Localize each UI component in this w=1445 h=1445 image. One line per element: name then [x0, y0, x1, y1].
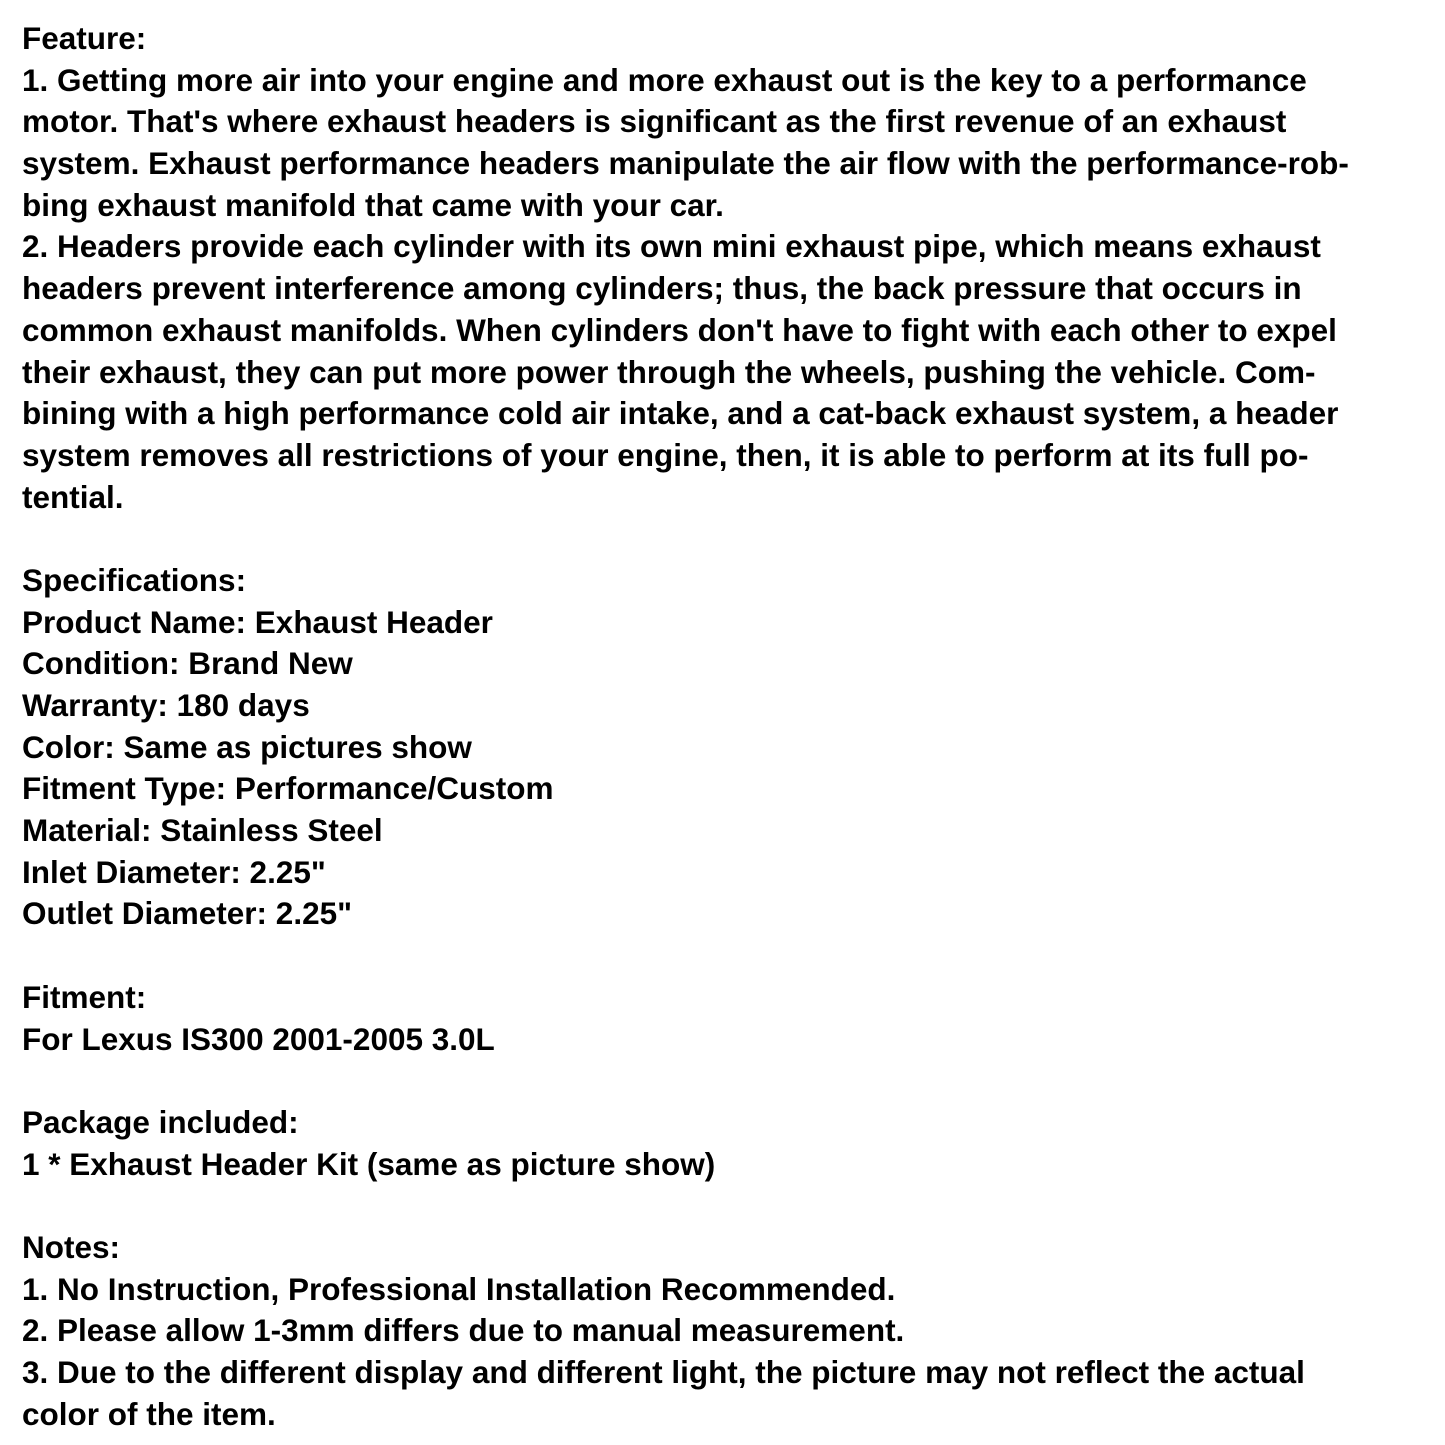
text-line: Inlet Diameter: 2.25" — [22, 853, 326, 890]
text-line: motor. That's where exhaust headers is significant as the first revenue of an exhaust — [22, 103, 1287, 140]
section-heading: Specifications: — [22, 561, 247, 598]
text-line: system. Exhaust performance headers manipulate the air flow with the performance-rob- — [22, 145, 1349, 182]
section-notes — [22, 1227, 1425, 1435]
text-line: For Lexus IS300 2001-2005 3.0L — [22, 1020, 495, 1057]
text-line: 1. No Instruction, Professional Installation Recommended. — [22, 1270, 896, 1307]
text-line: bing exhaust manifold that came with your car. — [22, 186, 724, 223]
text-line: 3. Due to the different display and different light, the picture may not reflect the actual — [22, 1354, 1305, 1390]
text-line: 1 * Exhaust Header Kit (same as picture show) — [22, 1145, 716, 1182]
text-line: common exhaust manifolds. When cylinders don't have to fight with each other to expel — [22, 311, 1337, 348]
text-line: 2. Headers provide each cylinder with its own mini exhaust pipe, which means exhaust — [22, 228, 1321, 265]
section-fitment — [22, 977, 1425, 1060]
section-heading: Fitment: — [22, 978, 147, 1015]
text-line: system removes all restrictions of your engine, then, it is able to perform at its full po- — [22, 436, 1309, 473]
text-line: their exhaust, they can put more power through the wheels, pushing the vehicle. Com- — [22, 353, 1316, 390]
section-gap — [22, 935, 1425, 977]
section-gap — [22, 518, 1425, 560]
section-specifications — [22, 560, 1425, 935]
text-line: bining with a high performance cold air intake, and a cat-back exhaust system, a header — [22, 395, 1339, 432]
text-line: Condition: Brand New — [22, 645, 353, 682]
text-line: Product Name: Exhaust Header — [22, 603, 493, 640]
text-line: Fitment Type: Performance/Custom — [22, 770, 554, 807]
text-line: color of the item. — [22, 1395, 276, 1432]
text-line: tential. — [22, 478, 124, 515]
text-line: Warranty: 180 days — [22, 687, 310, 723]
section-heading: Feature: — [22, 20, 147, 56]
text-line: 1. Getting more air into your engine and more exhaust out is the key to a performance — [22, 61, 1307, 98]
text-line: headers prevent interference among cylinders; thus, the back pressure that occurs in — [22, 270, 1302, 307]
section-gap — [22, 1185, 1425, 1227]
section-heading: Notes: — [22, 1228, 121, 1265]
text-line: 2. Please allow 1-3mm differs due to manual measurement. — [22, 1312, 905, 1349]
text-line: Material: Stainless Steel — [22, 812, 383, 849]
text-line: Outlet Diameter: 2.25" — [22, 895, 353, 932]
section-package-included — [22, 1102, 1425, 1185]
text-line: Color: Same as pictures show — [22, 728, 472, 765]
section-gap — [22, 1060, 1425, 1102]
section-feature — [22, 18, 1425, 518]
section-heading: Package included: — [22, 1103, 299, 1140]
